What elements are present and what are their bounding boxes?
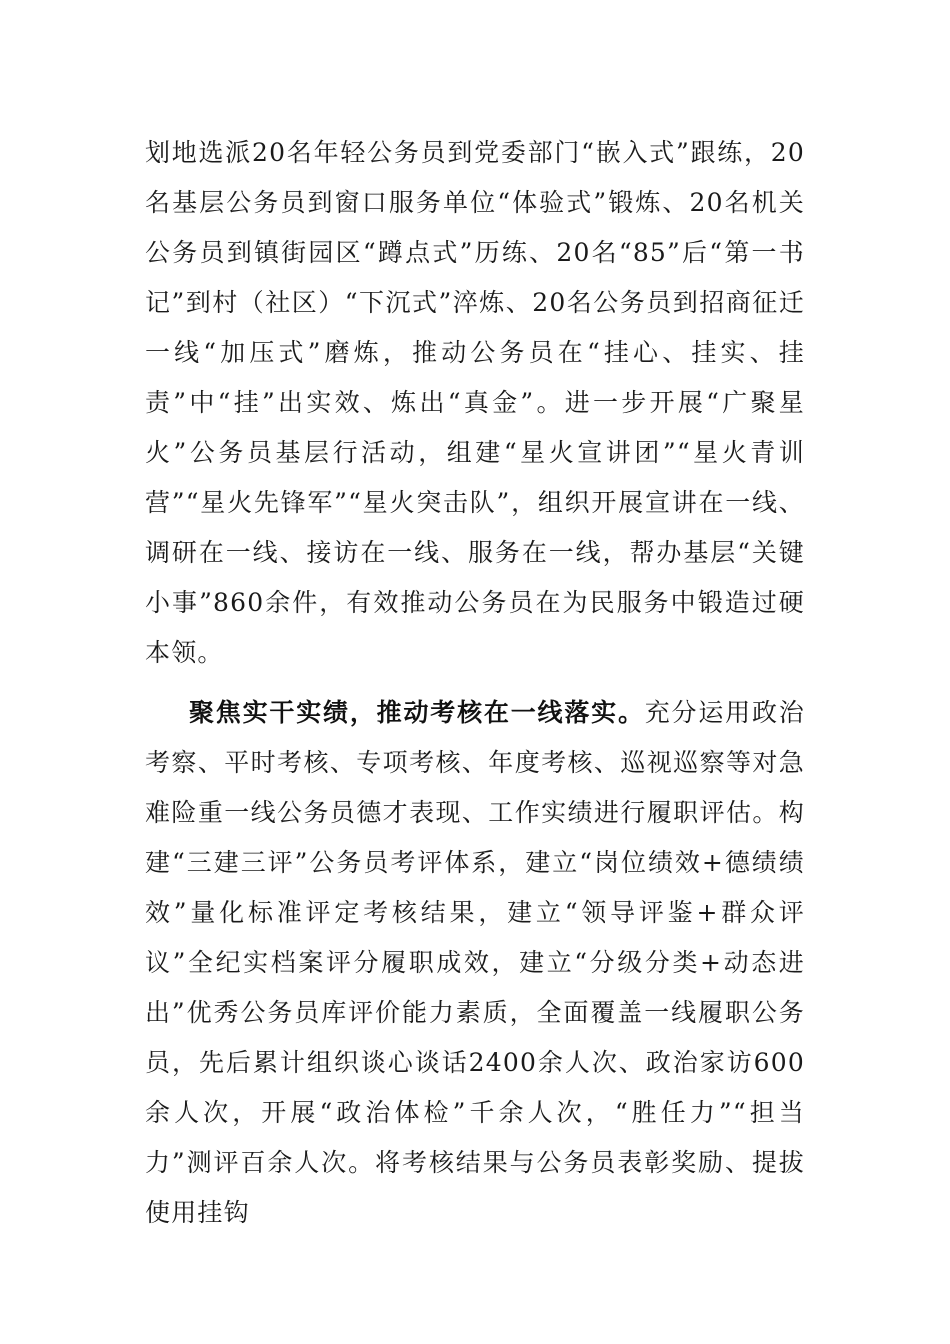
paragraph-body-text: 充分运用政治考察、平时考核、专项考核、年度考核、巡视巡察等对急难险重一线公务员德才表现、工作实绩进行履职评估。构建“三建三评”公务员考评体系，建立“岗位绩效+德绩绩效”量化标准评定考核结果，建立“领导评鉴+群众评议”全纪实档案评分履职成效，建立“分级分类+动态进出”优秀公务员库评价能力素质，全面覆盖一线履职公务员，先后累计组织谈心谈话2400余人次、政治家访600余人次，开展“政治体检”千余人次，“胜任力”“担当力”测评百余人次。将考核结果与公务员表彰奖励、提拔使用挂钩 <box>145 698 805 1227</box>
body-paragraph-2 <box>145 688 805 1238</box>
body-paragraph-1: 划地选派20名年轻公务员到党委部门“嵌入式”跟练，20名基层公务员到窗口服务单位“体验式”锻炼、20名机关公务员到镇街园区“蹲点式”历练、20名“85”后“第一书记”到村（社区）“下沉式”淬炼、20名公务员到招商征迁一线“加压式”磨炼，推动公务员在“挂心、挂实、挂责”中“挂”出实效、炼出“真金”。进一步开展“广聚星火”公务员基层行活动，组建“星火宣讲团”“星火青训营”“星火先锋军”“星火突击队”，组织开展宣讲在一线、调研在一线、接访在一线、服务在一线，帮办基层“关键小事”860余件，有效推动公务员在为民服务中锻造过硬本领。 <box>145 138 805 667</box>
paragraph-lead-heading: 聚焦实干实绩，推动考核在一线落实。 <box>189 698 645 727</box>
